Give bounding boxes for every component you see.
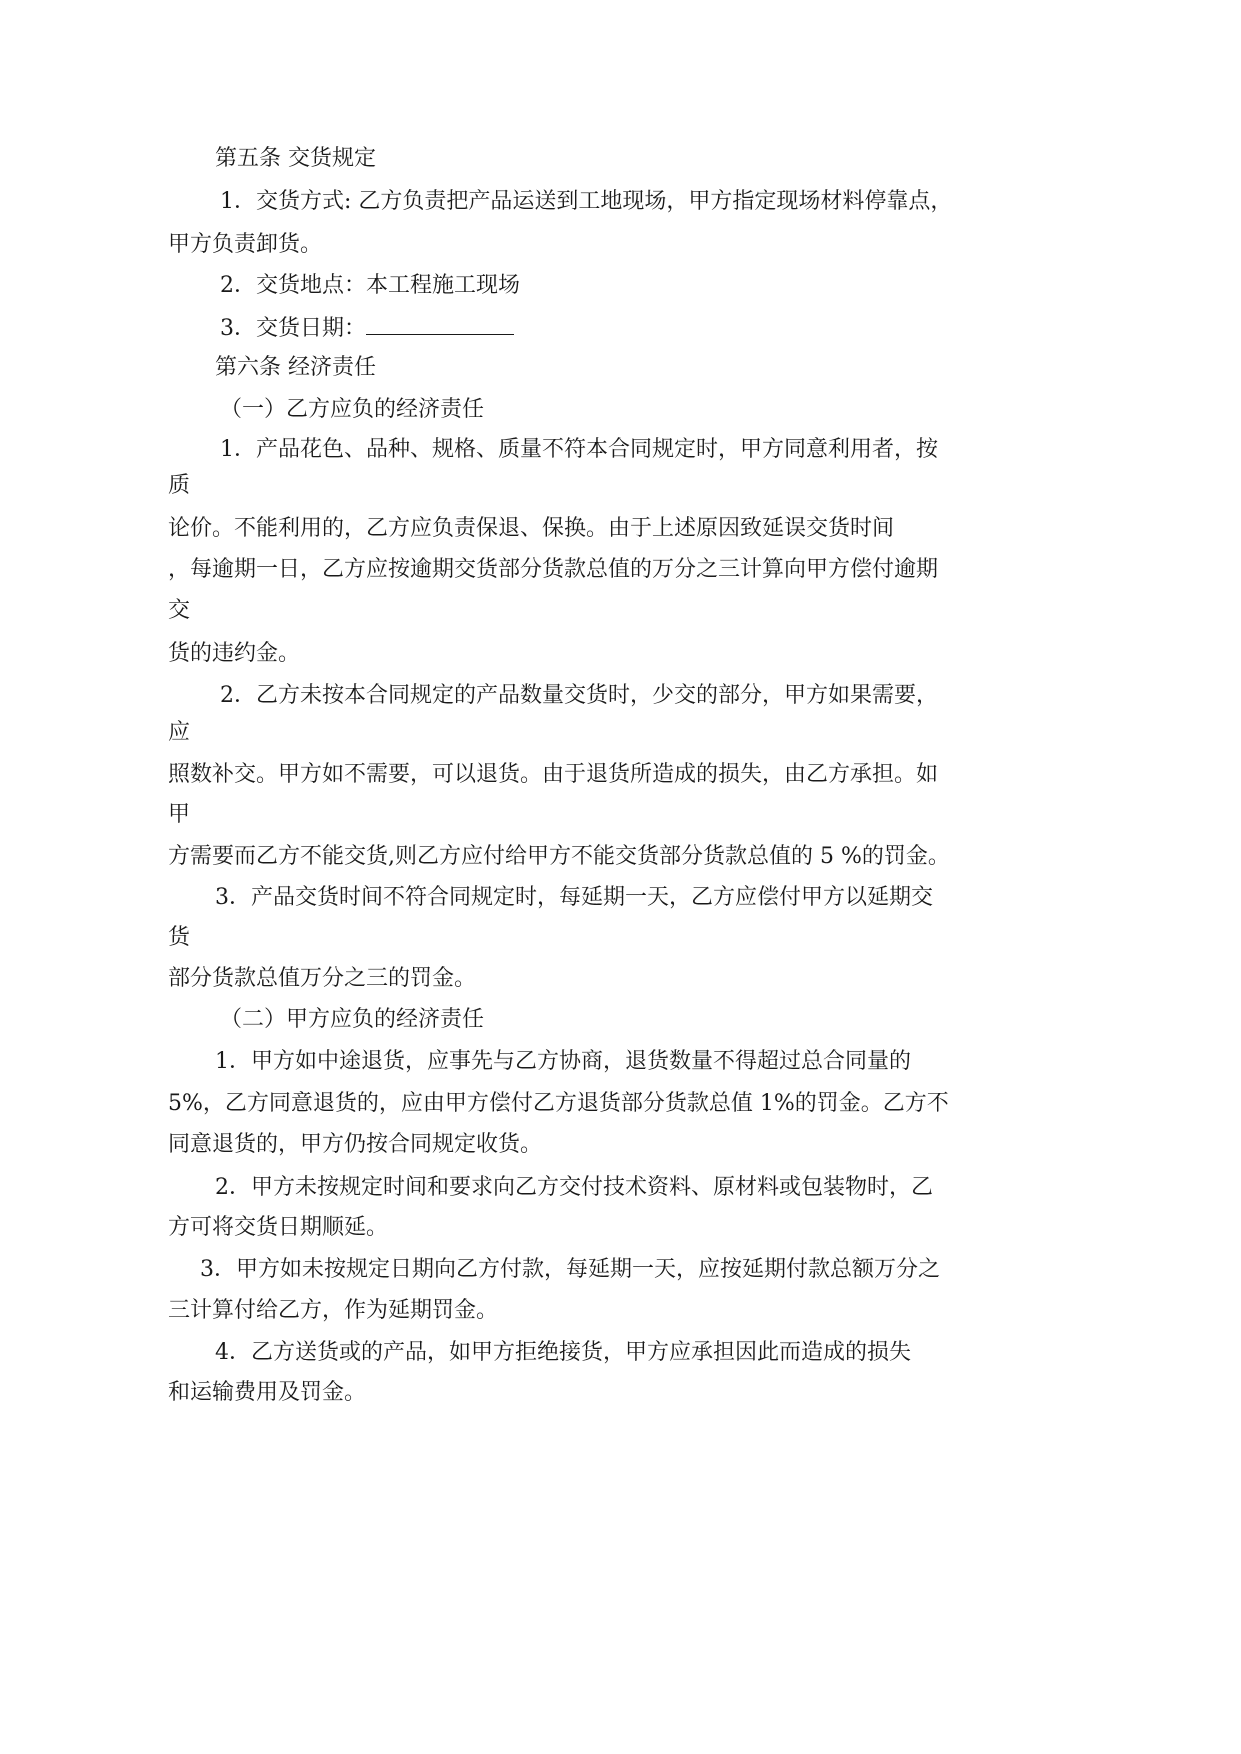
paragraph-line: 和运输费用及罚金。 bbox=[168, 1380, 367, 1405]
delivery-date-blank bbox=[366, 314, 514, 335]
paragraph-line: 货的违约金。 bbox=[168, 641, 301, 666]
paragraph-line: 1．甲方如中途退货，应事先与乙方协商，退货数量不得超过总合同量的 bbox=[215, 1049, 911, 1074]
paragraph-line: 质 bbox=[168, 473, 191, 498]
section-heading: （一）乙方应负的经济责任 bbox=[220, 397, 485, 422]
paragraph-line: 方可将交货日期顺延。 bbox=[168, 1215, 389, 1240]
paragraph-line: 5%，乙方同意退货的，应由甲方偿付乙方退货部分货款总值 1%的罚金。乙方不 bbox=[168, 1091, 949, 1116]
paragraph-line: 2．交货地点：本工程施工现场 bbox=[220, 273, 520, 298]
paragraph-line: 方需要而乙方不能交货,则乙方应付给甲方不能交货部分货款总值的 5 %的罚金。 bbox=[168, 844, 950, 869]
article-5-heading: 第五条 交货规定 bbox=[215, 146, 376, 171]
paragraph-line: 交 bbox=[168, 598, 191, 623]
paragraph-line: 3．产品交货时间不符合同规定时，每延期一天，乙方应偿付甲方以延期交 bbox=[215, 885, 933, 910]
paragraph-line: 2．乙方未按本合同规定的产品数量交货时，少交的部分，甲方如果需要， bbox=[220, 683, 938, 708]
paragraph-line: 同意退货的，甲方仍按合同规定收货。 bbox=[168, 1132, 543, 1157]
article-6-heading: 第六条 经济责任 bbox=[215, 355, 376, 380]
delivery-date-line bbox=[220, 314, 514, 343]
section-heading: （二）甲方应负的经济责任 bbox=[220, 1007, 485, 1032]
paragraph-line: ，每逾期一日，乙方应按逾期交货部分货款总值的万分之三计算向甲方偿付逾期 bbox=[168, 557, 939, 582]
delivery-date-label: 3．交货日期： bbox=[220, 316, 366, 341]
paragraph-line: 3．甲方如未按规定日期向乙方付款，每延期一天，应按延期付款总额万分之 bbox=[200, 1257, 940, 1282]
paragraph-line: 部分货款总值万分之三的罚金。 bbox=[168, 966, 477, 991]
paragraph-line: 货 bbox=[168, 925, 191, 950]
paragraph-line: 4．乙方送货或的产品，如甲方拒绝接货，甲方应承担因此而造成的损失 bbox=[215, 1340, 911, 1365]
paragraph-line: 1．产品花色、品种、规格、质量不符本合同规定时，甲方同意利用者，按 bbox=[220, 437, 938, 462]
paragraph-line: 三计算付给乙方，作为延期罚金。 bbox=[168, 1298, 499, 1323]
paragraph-line: 论价。不能利用的，乙方应负责保退、保换。由于上述原因致延误交货时间 bbox=[168, 516, 895, 541]
paragraph-line: 1．交货方式: 乙方负责把产品运送到工地现场，甲方指定现场材料停靠点， bbox=[220, 189, 953, 214]
paragraph-line: 甲方负责卸货。 bbox=[168, 232, 323, 257]
paragraph-line: 2．甲方未按规定时间和要求向乙方交付技术资料、原材料或包装物时，乙 bbox=[215, 1175, 933, 1200]
paragraph-line: 甲 bbox=[168, 802, 191, 827]
paragraph-line: 应 bbox=[168, 720, 191, 745]
paragraph-line: 照数补交。甲方如不需要，可以退货。由于退货所造成的损失，由乙方承担。如 bbox=[168, 762, 939, 787]
